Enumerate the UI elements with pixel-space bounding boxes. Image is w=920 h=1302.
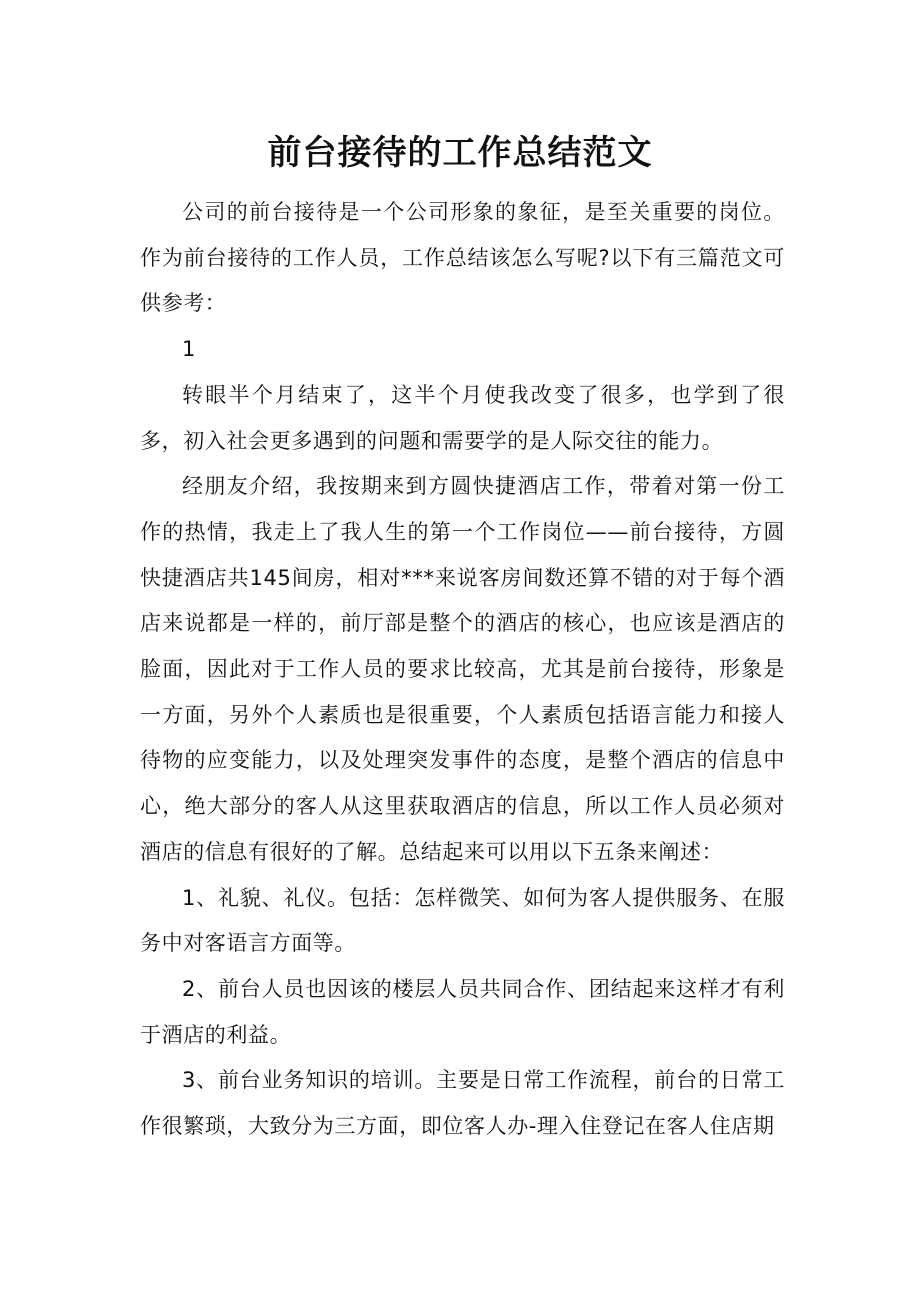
body-paragraph: 经朋友介绍，我按期来到方圆快捷酒店工作，带着对第一份工作的热情，我走上了我人生的第一个工作岗位——前台接待，方圆快捷酒店共145间房，相对***来说客房间数还算不错的对于每个酒店来说都是一样的，前厅部是整个的酒店的核心，也应该是酒店的脸面，因此对于工作人员的要求比较高，尤其是前台接待，形象是一方面，另外个人素质也是很重要，个人素质包括语言能力和接人待物的应变能力，以及处理突发事件的态度，是整个酒店的信息中心，绝大部分的客人从这里获取酒店的信息，所以工作人员必须对酒店的信息有很好的了解。总结起来可以用以下五条来阐述： [140, 474, 785, 864]
intro-paragraph: 公司的前台接待是一个公司形象的象征，是至关重要的岗位。作为前台接待的工作人员，工作总结该怎么写呢?以下有三篇范文可供参考： [140, 200, 785, 316]
section-number: 1 [182, 337, 196, 362]
list-item-paragraph: 2、前台人员也因该的楼层人员共同合作、团结起来这样才有利于酒店的利益。 [140, 976, 785, 1047]
body-paragraph: 转眼半个月结束了，这半个月使我改变了很多，也学到了很多，初入社会更多遇到的问题和需要学的是人际交往的能力。 [140, 382, 785, 453]
document-body [140, 190, 785, 1150]
list-item-paragraph: 1、礼貌、礼仪。包括：怎样微笑、如何为客人提供服务、在服务中对客语言方面等。 [140, 885, 785, 956]
list-item-paragraph: 3、前台业务知识的培训。主要是日常工作流程，前台的日常工作很繁琐，大致分为三方面，即位客人办-理入住登记在客人住店期 [140, 1068, 785, 1139]
document-title: 前台接待的工作总结范文 [267, 133, 653, 173]
